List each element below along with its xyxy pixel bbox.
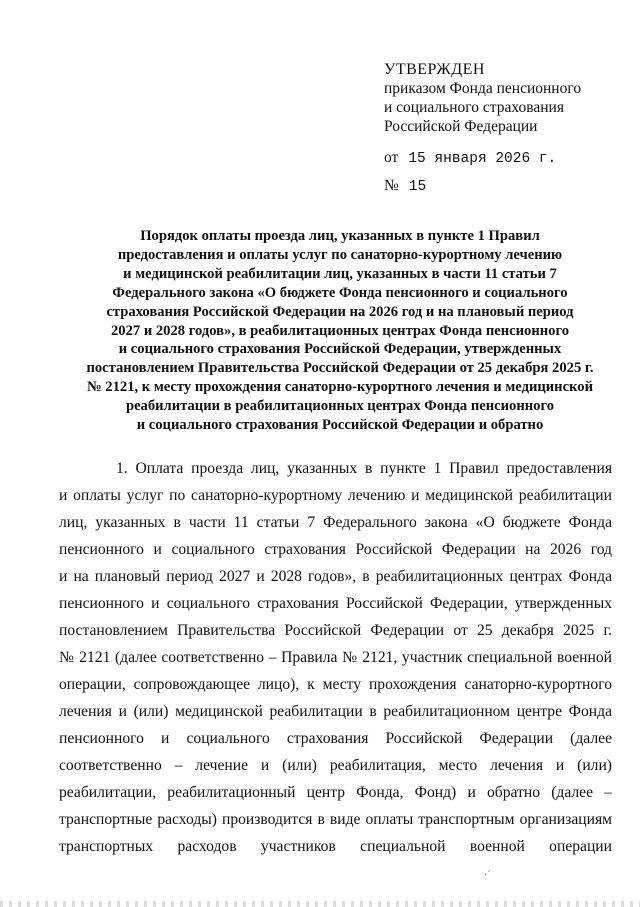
title-line: и социального страхования Российской Федерации, утвержденных xyxy=(118,341,562,358)
body-line: соответственно – лечение и (или) реабилитация, место лечения и (или) xyxy=(59,757,612,774)
body-paragraph xyxy=(59,455,612,860)
approval-line: Российской Федерации xyxy=(384,118,538,135)
document-title xyxy=(70,227,610,435)
number-label: № xyxy=(384,177,399,194)
approval-line: и социального страхования xyxy=(384,99,564,116)
title-line: № 2121, к месту прохождения санаторно-курортного лечения и медицинской xyxy=(86,379,593,396)
body-line: и оплаты услуг по санаторно-курортному лечению и медицинской реабилитации xyxy=(59,487,612,504)
body-line: операции, сопровождающее лицо), к месту прохождения санаторно-курортного xyxy=(59,676,612,693)
title-line: и социального страхования Российской Федерации и обратно xyxy=(136,417,544,434)
title-line: реабилитации в реабилитационных центрах Фонда пенсионного xyxy=(125,398,555,415)
body-line: пенсионного и социального страхования Российской Федерации (далее xyxy=(59,730,612,747)
title-line: и медицинской реабилитации лиц, указанных в части 11 статьи 7 xyxy=(123,265,557,282)
body-line: постановлением Правительства Российской Федерации от 25 декабря 2025 г. xyxy=(59,622,612,639)
title-line: Федерального закона «О бюджете Фонда пенсионного и социального xyxy=(112,284,568,301)
body-line: транспортные расходы) производится в виде оплаты транспортным организациям xyxy=(59,811,612,828)
title-line: постановлением Правительства Российской Федерации от 25 декабря 2025 г. xyxy=(86,360,594,377)
body-line: лечения и (или) медицинской реабилитации в реабилитационном центре Фонда xyxy=(59,703,612,720)
body-line: транспортных расходов участников специальной военной операции xyxy=(59,838,612,855)
date-label: от xyxy=(384,149,399,166)
body-line: реабилитации, реабилитационный центр Фонда, Фонд) и обратно (далее – xyxy=(59,784,612,801)
body-line: пенсионного и социального страхования Российской Федерации, утвержденных xyxy=(59,595,612,612)
title-line: предоставления и оплаты услуг по санаторно-курортному лечению xyxy=(117,246,563,263)
approval-block xyxy=(384,60,624,195)
body-line: и на плановый период 2027 и 2028 годов», в реабилитационных центрах Фонда xyxy=(59,568,612,585)
approval-date xyxy=(384,148,556,169)
body-line: пенсионного и социального страхования Российской Федерации на 2026 год xyxy=(59,541,612,558)
body-line: лиц, указанных в части 11 статьи 7 Федерального закона «О бюджете Фонда xyxy=(59,514,612,531)
scan-mark: ·´ xyxy=(484,870,491,881)
approval-number xyxy=(384,176,426,197)
date-value: 15 января 2026 г. xyxy=(408,151,557,167)
approval-heading: УТВЕРЖДЕН xyxy=(384,61,485,78)
title-line: 2027 и 2028 годов», в реабилитационных центрах Фонда пенсионного xyxy=(110,322,569,339)
body-line: № 2121 (далее соответственно – Правила № 2121, участник специальной военной xyxy=(59,649,612,666)
approval-line: приказом Фонда пенсионного xyxy=(384,80,582,97)
title-line: Порядок оплаты проезда лиц, указанных в пункте 1 Правил xyxy=(140,228,540,244)
number-value: 15 xyxy=(408,179,427,195)
scan-bottom-edge xyxy=(0,901,640,907)
title-line: страхования Российской Федерации на 2026 год и на плановый период xyxy=(106,303,574,320)
body-line: 1. Оплата проезда лиц, указанных в пункте 1 Правил предоставления xyxy=(116,460,612,477)
